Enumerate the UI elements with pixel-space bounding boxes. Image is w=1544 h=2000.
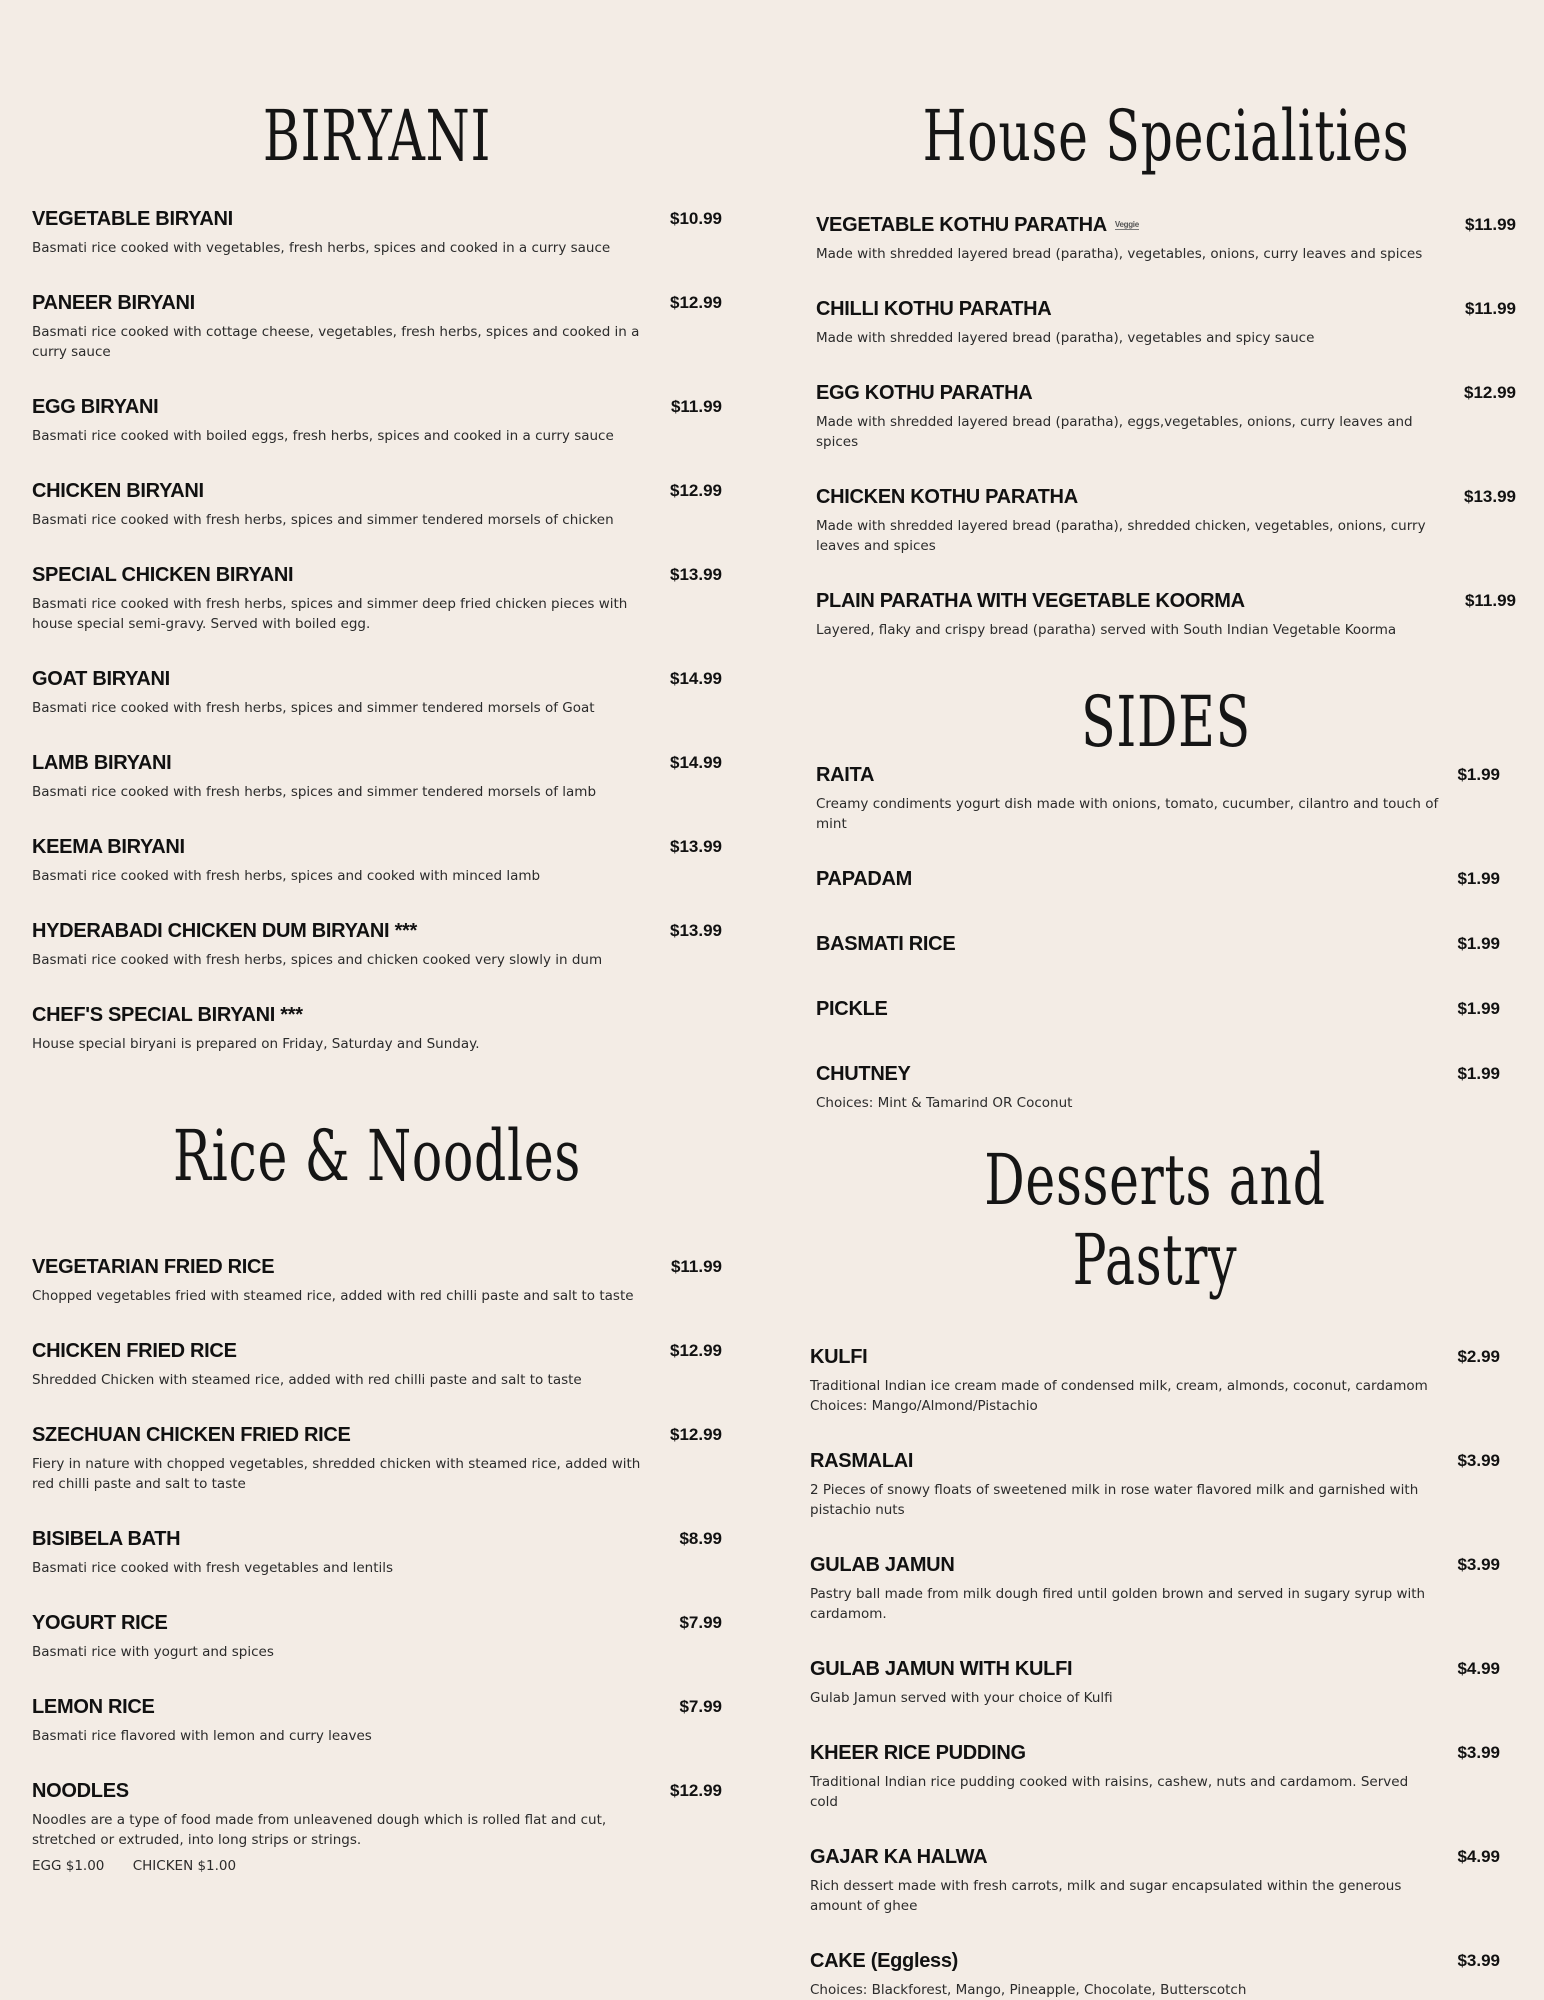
- menu-item: [32, 1002, 722, 1054]
- section-title-biryani: BIRYANI: [262, 95, 492, 177]
- item-price: $13.99: [670, 921, 722, 940]
- sides-items: [816, 762, 1500, 1113]
- item-price: $3.99: [1457, 1451, 1500, 1470]
- item-name: SZECHUAN CHICKEN FRIED RICE: [32, 1424, 351, 1446]
- menu-item: [32, 478, 722, 530]
- item-name: CHICKEN BIRYANI: [32, 480, 204, 502]
- veggie-icon: Veggie: [1114, 220, 1139, 230]
- house-specialities-section: [816, 96, 1516, 640]
- item-price: $7.99: [679, 1613, 722, 1632]
- house-items: [816, 212, 1516, 640]
- menu-item: [32, 1694, 722, 1746]
- addon-egg: EGG $1.00: [32, 1858, 105, 1874]
- menu-item: [32, 1526, 722, 1578]
- menu-item: [810, 1656, 1500, 1708]
- item-name: EGG KOTHU PARATHA: [816, 382, 1033, 404]
- item-name: PICKLE: [816, 998, 888, 1020]
- menu-item: [810, 1552, 1500, 1624]
- menu-item: [32, 290, 722, 362]
- item-desc: Traditional Indian ice cream made of condensed milk, cream, almonds, coconut, cardamom: [810, 1378, 1428, 1394]
- item-name: PAPADAM: [816, 868, 913, 890]
- item-desc: House special biryani is prepared on Friday, Saturday and Sunday.: [32, 1036, 480, 1052]
- item-name: CAKE (Eggless): [810, 1950, 959, 1972]
- menu-item: [816, 296, 1516, 348]
- menu-item: [816, 762, 1500, 834]
- item-price: $12.99: [670, 1781, 722, 1800]
- item-price: $11.99: [1464, 299, 1516, 318]
- item-desc: Noodles are a type of food made from unleavened dough which is rolled flat and cut, stretched or extruded, into long strips or strings.: [32, 1812, 607, 1848]
- menu-item: [32, 562, 722, 634]
- menu-item: [32, 394, 722, 446]
- section-title-desserts: Desserts and Pastry: [984, 1139, 1326, 1301]
- addon-chicken: CHICKEN $1.00: [132, 1858, 237, 1874]
- item-price: $14.99: [670, 669, 722, 688]
- item-price: $12.99: [1464, 383, 1516, 402]
- desserts-section: [810, 1140, 1500, 2000]
- item-name: RAITA: [816, 764, 875, 786]
- item-name: YOGURT RICE: [32, 1612, 168, 1634]
- item-desc: Made with shredded layered bread (paratha), shredded chicken, vegetables, onions, curry leaves and spices: [816, 518, 1426, 554]
- item-price: $13.99: [670, 565, 722, 584]
- item-desc: Layered, flaky and crispy bread (paratha) served with South Indian Vegetable Koorma: [816, 622, 1397, 638]
- item-name: VEGETARIAN FRIED RICE: [32, 1256, 275, 1278]
- item-desc: Basmati rice flavored with lemon and curry leaves: [32, 1728, 372, 1744]
- menu-item: [816, 588, 1516, 640]
- menu-item: [32, 1338, 722, 1390]
- item-name: PANEER BIRYANI: [32, 292, 195, 314]
- item-name: BASMATI RICE: [816, 933, 956, 955]
- menu-item: [32, 1610, 722, 1662]
- menu-item: [32, 834, 722, 886]
- menu-item: [816, 866, 1500, 892]
- item-price: $3.99: [1457, 1555, 1500, 1574]
- item-name: CHEF'S SPECIAL BIRYANI ***: [32, 1004, 303, 1026]
- menu-item: [810, 1844, 1500, 1916]
- item-name: CHICKEN FRIED RICE: [32, 1340, 237, 1362]
- item-name: [816, 212, 1516, 238]
- menu-item: [810, 1740, 1500, 1812]
- menu-item: [816, 212, 1516, 264]
- item-desc: Basmati rice cooked with fresh herbs, spices and simmer tendered morsels of lamb: [32, 784, 597, 800]
- item-name: LAMB BIRYANI: [32, 752, 172, 774]
- item-price: $14.99: [670, 753, 722, 772]
- menu-item: [816, 1061, 1500, 1113]
- item-name: SPECIAL CHICKEN BIRYANI: [32, 564, 294, 586]
- item-price: $11.99: [670, 397, 722, 416]
- item-desc: Basmati rice cooked with fresh herbs, spices and chicken cooked very slowly in dum: [32, 952, 603, 968]
- menu-item: [816, 931, 1500, 957]
- item-name: RASMALAI: [810, 1450, 914, 1472]
- item-price: $1.99: [1457, 999, 1500, 1018]
- item-price: $1.99: [1457, 869, 1500, 888]
- noodle-addons: [32, 1856, 722, 1876]
- item-desc: Gulab Jamun served with your choice of Kulfi: [810, 1690, 1113, 1706]
- item-desc: Creamy condiments yogurt dish made with onions, tomato, cucumber, cilantro and touch of mint: [816, 796, 1439, 832]
- item-name: CHILLI KOTHU PARATHA: [816, 298, 1052, 320]
- item-desc: Choices: Mint & Tamarind OR Coconut: [816, 1095, 1073, 1111]
- menu-item: [32, 750, 722, 802]
- rice-noodles-section: [32, 1116, 722, 1876]
- item-desc: Basmati rice cooked with boiled eggs, fresh herbs, spices and cooked in a curry sauce: [32, 428, 614, 444]
- menu-item: [816, 996, 1500, 1022]
- item-name: CHUTNEY: [816, 1063, 911, 1085]
- item-price: $12.99: [670, 1341, 722, 1360]
- menu-item: [32, 1422, 722, 1494]
- item-desc: Rich dessert made with fresh carrots, milk and sugar encapsulated within the generous amount of ghee: [810, 1878, 1402, 1914]
- item-name: NOODLES: [32, 1780, 129, 1802]
- item-desc: Basmati rice cooked with cottage cheese, vegetables, fresh herbs, spices and cooked in a curry sauce: [32, 324, 640, 360]
- item-desc: Basmati rice cooked with vegetables, fresh herbs, spices and cooked in a curry sauce: [32, 240, 611, 256]
- item-price: $12.99: [670, 481, 722, 500]
- item-price: $12.99: [670, 293, 722, 312]
- item-name: GULAB JAMUN: [810, 1554, 955, 1576]
- item-desc: 2 Pieces of snowy floats of sweetened milk in rose water flavored milk and garnished with pistachio nuts: [810, 1482, 1419, 1518]
- section-title-rice-noodles: Rice & Noodles: [173, 1115, 581, 1197]
- item-price: $11.99: [1464, 591, 1516, 610]
- item-price: $7.99: [679, 1697, 722, 1716]
- item-desc: Traditional Indian rice pudding cooked with raisins, cashew, nuts and cardamom. Served cold: [810, 1774, 1409, 1810]
- desserts-items: [810, 1344, 1500, 2000]
- item-price: $2.99: [1457, 1347, 1500, 1366]
- item-name: KEEMA BIRYANI: [32, 836, 185, 858]
- item-price: $3.99: [1457, 1951, 1500, 1970]
- menu-item: [810, 1344, 1500, 1416]
- item-price: $1.99: [1457, 1064, 1500, 1083]
- item-price: $13.99: [670, 837, 722, 856]
- menu-item: [810, 1948, 1500, 2000]
- item-price: $1.99: [1457, 934, 1500, 953]
- menu-item: [32, 1254, 722, 1306]
- item-desc: Basmati rice cooked with fresh herbs, spices and simmer tendered morsels of Goat: [32, 700, 595, 716]
- item-desc: Basmati rice cooked with fresh herbs, spices and simmer tendered morsels of chicken: [32, 512, 614, 528]
- item-price: $4.99: [1457, 1659, 1500, 1678]
- menu-item: [816, 380, 1516, 452]
- item-price: $11.99: [1464, 215, 1516, 234]
- item-price: $10.99: [670, 209, 722, 228]
- item-desc: Basmati rice cooked with fresh herbs, spices and cooked with minced lamb: [32, 868, 541, 884]
- item-desc: Basmati rice cooked with fresh herbs, spices and simmer deep fried chicken pieces with house special semi-gravy. Served with boiled egg.: [32, 596, 628, 632]
- item-desc: Basmati rice cooked with fresh vegetables and lentils: [32, 1560, 394, 1576]
- biryani-section: [32, 96, 722, 1054]
- section-title-sides: SIDES: [1081, 681, 1251, 763]
- item-name: VEGETABLE BIRYANI: [32, 208, 233, 230]
- item-name: GOAT BIRYANI: [32, 668, 170, 690]
- item-desc: Chopped vegetables fried with steamed rice, added with red chilli paste and salt to taste: [32, 1288, 634, 1304]
- item-name: KHEER RICE PUDDING: [810, 1742, 1026, 1764]
- menu-item: [32, 918, 722, 970]
- item-desc: Made with shredded layered bread (paratha), vegetables and spicy sauce: [816, 330, 1315, 346]
- item-desc: Choices: Blackforest, Mango, Pineapple, Chocolate, Butterscotch: [810, 1982, 1247, 1998]
- item-name: BISIBELA BATH: [32, 1528, 181, 1550]
- item-price: $3.99: [1457, 1743, 1500, 1762]
- item-name: EGG BIRYANI: [32, 396, 159, 418]
- item-desc: Shredded Chicken with steamed rice, added with red chilli paste and salt to taste: [32, 1372, 582, 1388]
- item-name: KULFI: [810, 1346, 868, 1368]
- item-price: $13.99: [1464, 487, 1516, 506]
- item-desc-choices: Choices: Mango/Almond/Pistachio: [810, 1398, 1038, 1414]
- item-name: PLAIN PARATHA WITH VEGETABLE KOORMA: [816, 590, 1245, 612]
- item-name-text: VEGETABLE KOTHU PARATHA: [816, 214, 1107, 236]
- item-name: GAJAR KA HALWA: [810, 1846, 988, 1868]
- item-price: $11.99: [670, 1257, 722, 1276]
- item-desc: Pastry ball made from milk dough fired until golden brown and served in sugary syrup with cardamom.: [810, 1586, 1426, 1622]
- menu-item: [32, 1778, 722, 1876]
- rice-noodles-items: [32, 1254, 722, 1876]
- item-name: HYDERABADI CHICKEN DUM BIRYANI ***: [32, 920, 418, 942]
- biryani-items: [32, 206, 722, 1054]
- item-price: $4.99: [1457, 1847, 1500, 1866]
- item-name: GULAB JAMUN WITH KULFI: [810, 1658, 1073, 1680]
- item-desc: Fiery in nature with chopped vegetables, shredded chicken with steamed rice, added with red chilli paste and salt to taste: [32, 1456, 641, 1492]
- item-price: $8.99: [679, 1529, 722, 1548]
- menu-item: [810, 1448, 1500, 1520]
- item-name: LEMON RICE: [32, 1696, 155, 1718]
- item-desc: Made with shredded layered bread (paratha), eggs,vegetables, onions, curry leaves and spices: [816, 414, 1413, 450]
- sides-section: [816, 682, 1516, 1113]
- item-desc: Made with shredded layered bread (paratha), vegetables, onions, curry leaves and spices: [816, 246, 1423, 262]
- menu-item: [32, 666, 722, 718]
- item-price: $1.99: [1457, 765, 1500, 784]
- menu-item: [816, 484, 1516, 556]
- item-desc: Basmati rice with yogurt and spices: [32, 1644, 274, 1660]
- item-price: $12.99: [670, 1425, 722, 1444]
- menu-item: [32, 206, 722, 258]
- section-title-house-specialities: House Specialities: [922, 95, 1410, 177]
- item-name: CHICKEN KOTHU PARATHA: [816, 486, 1078, 508]
